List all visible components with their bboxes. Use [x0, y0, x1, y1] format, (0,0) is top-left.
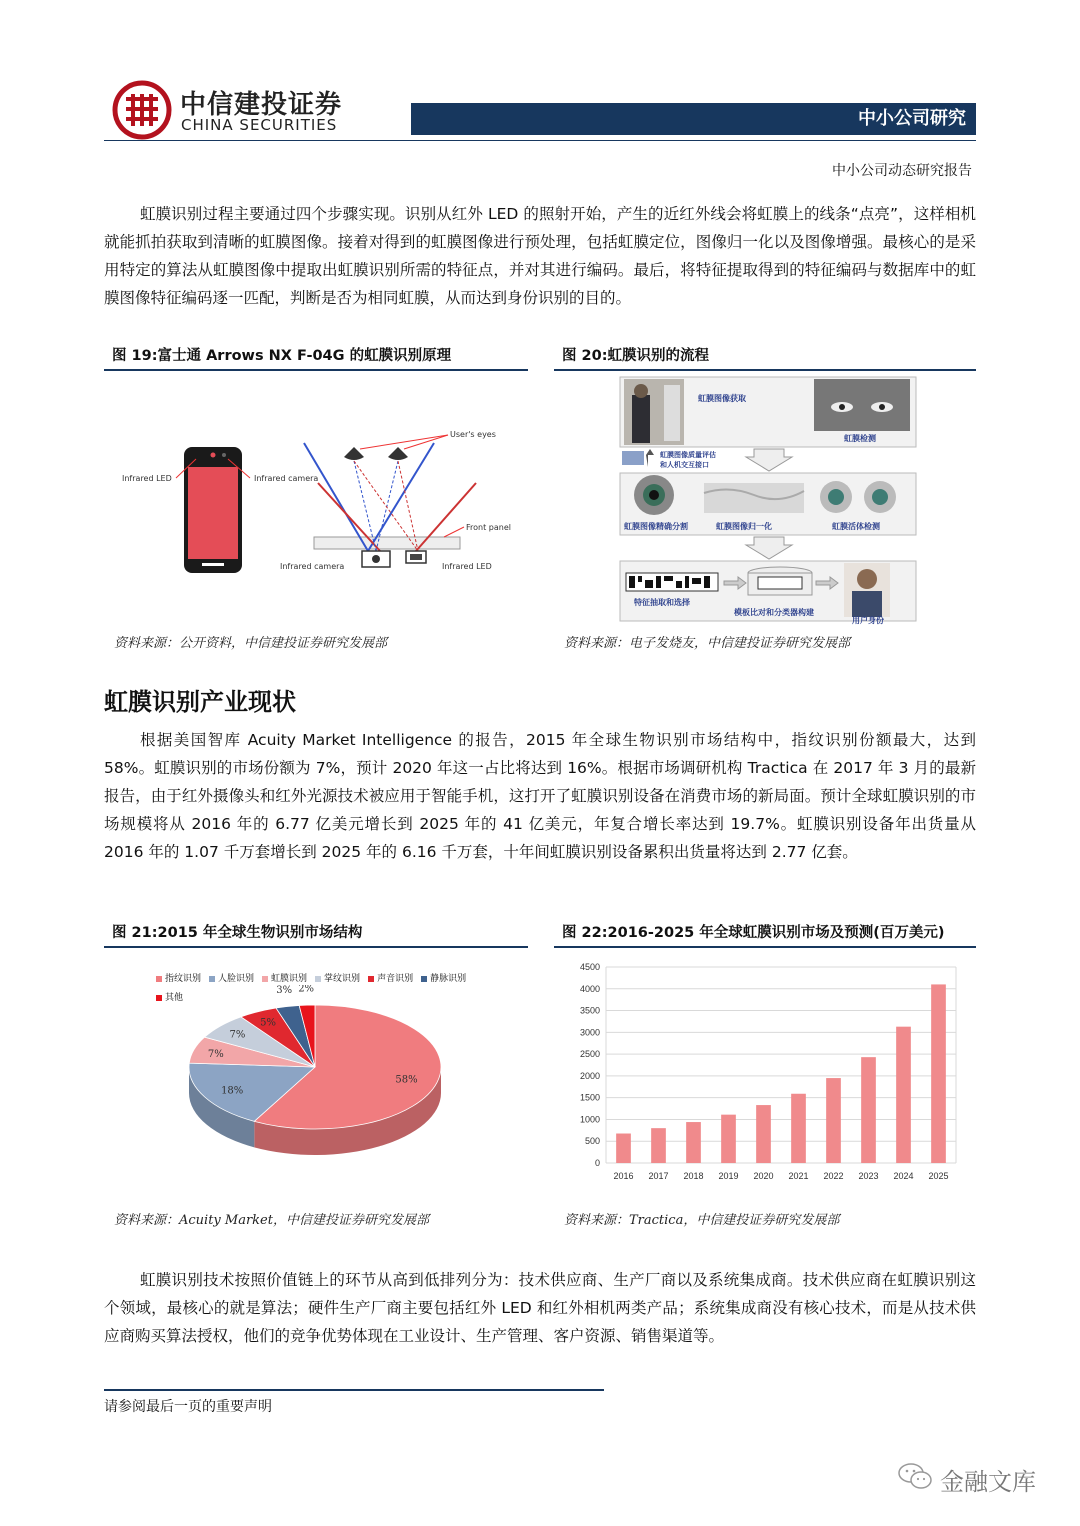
label-identity: 用户身份 [852, 616, 884, 625]
legend-item [421, 971, 466, 984]
x-tick-label: 2020 [753, 1171, 774, 1181]
section-paragraph: 根据美国智库 Acuity Market Intelligence 的报告，2015 年全球生物识别市场结构中，指纹识别份额最大，达到 58%。虹膜识别的市场份额为 7%，预计 2020 年这一占比将达到 16%。根据市场调研机构 Tractica 在 2017 年 3 月的最新报告，由于红外摄像头和红外光源技术被应用于智能手机，这打开了虹膜识别设备在消费市场的新局面。预计全球虹膜识别的市场规模将从 2016 年的 6.77 亿美元增长到 2025 年的 41 亿美元，年复合增长率达到 19.7%。虹膜识别设备年出货量从 2016 年的 1.07 千万套增长到 2025 年的 6.16 千万套，十年间虹膜识别设备累积出货量将达到 2.77 亿套。 [104, 731, 976, 861]
fig22-source: 资料来源：Tractica，中信建投证券研究发展部 [564, 1213, 840, 1228]
brand-name-en: CHINA SECURITIES [181, 116, 338, 134]
bar [616, 1134, 631, 1163]
phone-screen [188, 467, 238, 559]
label-segment: 虹膜图像精确分割 [624, 522, 688, 531]
label-users-eyes: User's eyes [450, 430, 496, 439]
front-panel [314, 537, 460, 549]
legend-item [315, 971, 360, 984]
pie-data-label: 58% [395, 1074, 418, 1086]
x-tick-label: 2018 [683, 1171, 704, 1181]
legend-label: 指纹识别 [165, 974, 202, 984]
label-quality-2: 和人机交互接口 [660, 461, 709, 469]
label-feature: 特征抽取和选择 [634, 598, 690, 607]
fig22-title: 图 22:2016-2025 年全球虹膜识别市场及预测(百万美元) [562, 925, 945, 941]
fig20-flowchart [554, 375, 976, 625]
closing-paragraph: 虹膜识别技术按照价值链上的环节从高到低排列分为：技术供应商、生产厂商以及系统集成商。技术供应商在虹膜识别这个领域，最核心的就是算法；硬件生产厂商主要包括红外 LED 和红外相机两类产品；系统集成商没有核心技术，而是从技术供应商购买算法授权，他们的竞争优势体现在工业设计、生产管理、客户资源、销售渠道等。 [104, 1271, 976, 1345]
fig20-title: 图 20:虹膜识别的流程 [562, 348, 710, 364]
legend-item [368, 971, 413, 984]
bar [861, 1057, 876, 1163]
legend-swatch [315, 976, 321, 982]
fig19-source: 资料来源：公开资料，中信建投证券研究发展部 [114, 636, 388, 651]
bar [651, 1128, 666, 1163]
legend-swatch [262, 976, 268, 982]
pie-data-label: 5% [260, 1017, 277, 1029]
bar [896, 1027, 911, 1163]
legend-label: 静脉识别 [430, 974, 467, 984]
y-tick-label: 4000 [579, 983, 600, 994]
brand-name-cn: 中信建投证券 [180, 90, 343, 120]
header-logo [112, 80, 172, 140]
legend-swatch [156, 976, 162, 982]
pie-svg [170, 985, 460, 1175]
x-tick-label: 2016 [613, 1171, 634, 1181]
x-tick-label: 2021 [788, 1171, 809, 1181]
iris-code [626, 573, 718, 591]
pie-data-label: 7% [229, 1029, 246, 1041]
fig22-rule [554, 946, 976, 948]
fig20-source: 资料来源：电子发烧友，中信建投证券研究发展部 [564, 636, 851, 651]
wechat-icon [898, 1462, 932, 1494]
x-tick-label: 2024 [893, 1171, 914, 1181]
header-rule [104, 140, 976, 141]
fig20-rule [554, 369, 976, 371]
legend-swatch [421, 976, 427, 982]
label-quality-1: 虹膜图像质量评估 [660, 451, 716, 459]
legend-label: 声音识别 [377, 974, 414, 984]
y-tick-label: 2500 [579, 1049, 600, 1060]
section-banner: 中小公司研究 [411, 103, 976, 135]
pie-data-label: 18% [221, 1085, 244, 1097]
section-title: 虹膜识别产业现状 [104, 688, 296, 716]
label-liveness: 虹膜活体检测 [832, 522, 880, 531]
fig21-source: 资料来源：Acuity Market，中信建投证券研究发展部 [114, 1213, 429, 1228]
bar [686, 1122, 701, 1163]
legend-item [209, 971, 254, 984]
label-infrared-led: Infrared LED [122, 474, 172, 483]
intro-paragraph: 虹膜识别过程主要通过四个步骤实现。识别从红外 LED 的照射开始，产生的近红外线会将虹膜上的线条“点亮”，这样相机就能抓拍获取到清晰的虹膜图像。接着对得到的虹膜图像进行预处理，包括虹膜定位，图像归一化以及图像增强。最核心的是采用特定的算法从虹膜图像中提取出虹膜识别所需的特征点，并对其进行编码。最后，将特征提取得到的特征编码与数据库中的虹膜图像特征编码逐一匹配，判断是否为相同虹膜，从而达到身份识别的目的。 [104, 205, 976, 307]
bar-svg [554, 955, 976, 1195]
legend-swatch [209, 976, 215, 982]
label-camera-bottom: Infrared camera [280, 562, 345, 571]
y-tick-label: 0 [594, 1158, 600, 1168]
legend-label: 其他 [165, 993, 184, 1003]
y-tick-label: 3000 [579, 1027, 600, 1038]
pie-data-label: 7% [207, 1048, 224, 1060]
label-front-panel: Front panel [466, 523, 511, 532]
legend-swatch [368, 976, 374, 982]
x-tick-label: 2023 [858, 1171, 879, 1181]
report-type: 中小公司动态研究报告 [832, 163, 972, 179]
fig22-bar-chart [554, 955, 976, 1195]
bar [826, 1078, 841, 1163]
fig21-pie-chart [170, 985, 460, 1175]
x-tick-label: 2019 [718, 1171, 739, 1181]
bar [721, 1115, 736, 1163]
legend-swatch [156, 995, 162, 1001]
y-tick-label: 500 [584, 1136, 600, 1147]
pie-data-label: 2% [298, 985, 315, 995]
x-tick-label: 2022 [823, 1171, 844, 1181]
y-tick-label: 4500 [579, 962, 600, 972]
legend-label: 虹膜识别 [271, 974, 308, 984]
legend-item [262, 971, 307, 984]
legend-label: 掌纹识别 [324, 974, 361, 984]
bar [931, 984, 946, 1163]
watermark: 金融文库 [940, 1468, 1036, 1496]
fig21-rule [104, 946, 528, 948]
y-tick-label: 2000 [579, 1070, 600, 1081]
label-infrared-camera: Infrared camera [254, 474, 319, 483]
x-tick-label: 2025 [928, 1171, 949, 1181]
bar [791, 1094, 806, 1163]
label-detect: 虹膜检测 [844, 434, 876, 443]
fig19-rule [104, 369, 528, 371]
legend-item [156, 971, 201, 984]
fig19-diagram [104, 375, 528, 625]
label-match: 模板比对和分类器构建 [734, 608, 814, 617]
legend-label: 人脸识别 [218, 974, 255, 984]
y-tick-label: 1500 [579, 1092, 600, 1103]
label-acquire: 虹膜图像获取 [698, 394, 746, 403]
y-tick-label: 3500 [579, 1005, 600, 1016]
label-normalize: 虹膜图像归一化 [716, 522, 772, 531]
y-tick-label: 1000 [579, 1114, 600, 1125]
bar [756, 1105, 771, 1163]
pie-data-label: 3% [276, 985, 293, 997]
eyes-photo [814, 379, 910, 431]
fig21-title: 图 21:2015 年全球生物识别市场结构 [112, 925, 363, 941]
x-tick-label: 2017 [648, 1171, 669, 1181]
footer-rule [104, 1389, 604, 1391]
label-led-bottom: Infrared LED [442, 562, 492, 571]
footer-disclaimer: 请参阅最后一页的重要声明 [104, 1399, 272, 1415]
fig19-title: 图 19:富士通 Arrows NX F-04G 的虹膜识别原理 [112, 348, 452, 364]
